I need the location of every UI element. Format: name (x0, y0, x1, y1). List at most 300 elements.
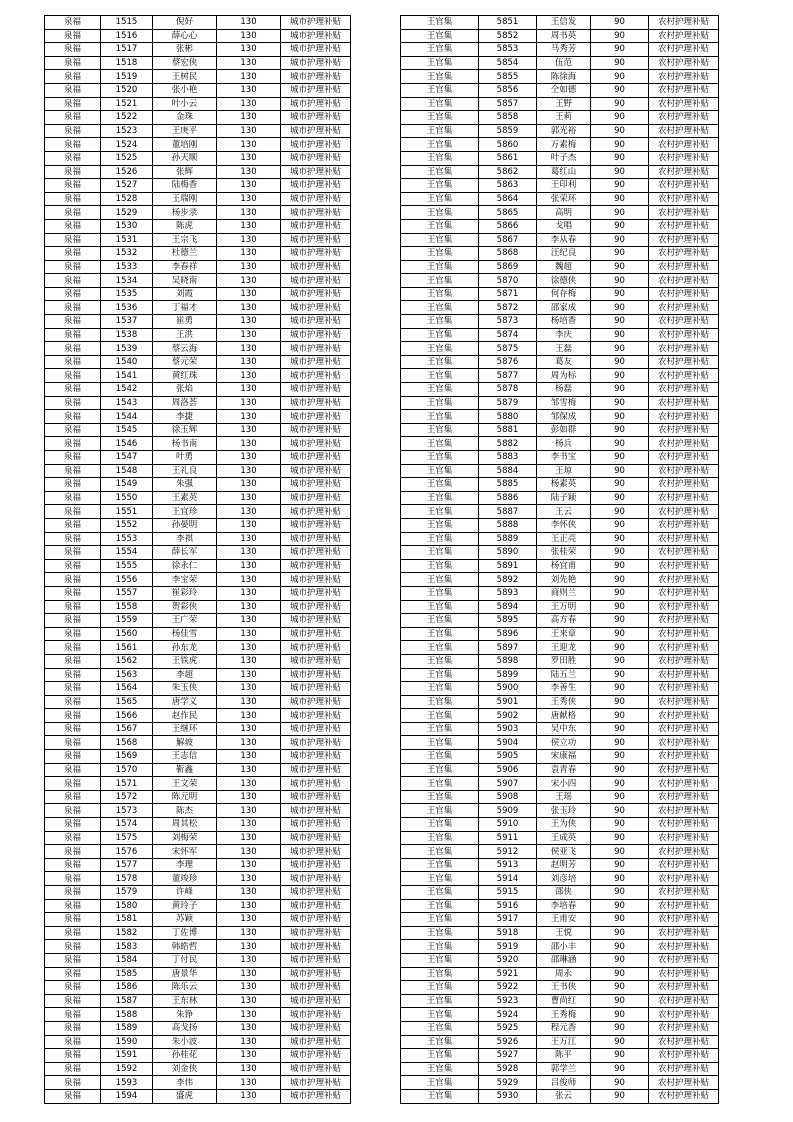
name-cell: 王庚平 (153, 124, 217, 138)
serial-number-cell: 5856 (479, 83, 537, 97)
table-row (401, 953, 719, 967)
table-row (401, 1076, 719, 1090)
subsidy-type-cell: 城市护理补贴 (281, 491, 351, 505)
amount-cell: 90 (591, 287, 649, 301)
subsidy-type-cell: 农村护理补贴 (649, 301, 719, 315)
town-cell: 泉福 (45, 750, 101, 764)
serial-number-cell: 1558 (101, 600, 153, 614)
name-cell: 彭如群 (537, 423, 591, 437)
town-cell: 王官集 (401, 383, 479, 397)
amount-cell: 130 (217, 179, 281, 193)
subsidy-type-cell: 农村护理补贴 (649, 627, 719, 641)
serial-number-cell: 5894 (479, 600, 537, 614)
town-cell: 泉福 (45, 70, 101, 84)
town-cell: 泉福 (45, 505, 101, 519)
serial-number-cell: 5923 (479, 994, 537, 1008)
amount-cell: 90 (591, 124, 649, 138)
town-cell: 王官集 (401, 926, 479, 940)
table-row (45, 967, 351, 981)
amount-cell: 130 (217, 206, 281, 220)
table-row (45, 383, 351, 397)
name-cell: 王云 (537, 505, 591, 519)
town-cell: 泉福 (45, 546, 101, 560)
amount-cell: 90 (591, 858, 649, 872)
table-row (45, 600, 351, 614)
subsidy-type-cell: 城市护理补贴 (281, 1076, 351, 1090)
town-cell: 泉福 (45, 206, 101, 220)
town-cell: 王官集 (401, 464, 479, 478)
serial-number-cell: 5911 (479, 831, 537, 845)
serial-number-cell: 1591 (101, 1049, 153, 1063)
subsidy-type-cell: 农村护理补贴 (649, 1035, 719, 1049)
amount-cell: 90 (591, 328, 649, 342)
town-cell: 泉福 (45, 97, 101, 111)
subsidy-type-cell: 城市护理补贴 (281, 546, 351, 560)
subsidy-type-cell: 农村护理补贴 (649, 1076, 719, 1090)
serial-number-cell: 5872 (479, 301, 537, 315)
town-cell: 泉福 (45, 709, 101, 723)
table-row (401, 967, 719, 981)
table-row (401, 573, 719, 587)
subsidy-type-cell: 城市护理补贴 (281, 682, 351, 696)
table-row (401, 654, 719, 668)
table-row (401, 437, 719, 451)
table-row (401, 804, 719, 818)
subsidy-type-cell: 城市护理补贴 (281, 926, 351, 940)
table-row (401, 668, 719, 682)
table-row (401, 70, 719, 84)
subsidy-type-cell: 农村护理补贴 (649, 478, 719, 492)
amount-cell: 90 (591, 83, 649, 97)
table-row (45, 124, 351, 138)
table-row (401, 1089, 719, 1103)
amount-cell: 90 (591, 43, 649, 57)
subsidy-type-cell: 农村护理补贴 (649, 410, 719, 424)
table-row (401, 138, 719, 152)
town-cell: 泉福 (45, 872, 101, 886)
name-cell: 赵明芳 (537, 858, 591, 872)
town-cell: 泉福 (45, 369, 101, 383)
town-cell: 王官集 (401, 532, 479, 546)
amount-cell: 90 (591, 573, 649, 587)
amount-cell: 130 (217, 56, 281, 70)
subsidy-type-cell: 城市护理补贴 (281, 315, 351, 329)
name-cell: 曹尚红 (537, 994, 591, 1008)
town-cell: 王官集 (401, 831, 479, 845)
town-cell: 泉福 (45, 301, 101, 315)
subsidy-type-cell: 农村护理补贴 (649, 967, 719, 981)
table-row (45, 165, 351, 179)
town-cell: 泉福 (45, 586, 101, 600)
serial-number-cell: 5873 (479, 315, 537, 329)
name-cell: 郭学兰 (537, 1062, 591, 1076)
amount-cell: 130 (217, 1021, 281, 1035)
subsidy-type-cell: 城市护理补贴 (281, 124, 351, 138)
town-cell: 王官集 (401, 981, 479, 995)
name-cell: 李善生 (537, 682, 591, 696)
name-cell: 王广荣 (153, 614, 217, 628)
subsidy-type-cell: 城市护理补贴 (281, 165, 351, 179)
subsidy-type-cell: 农村护理补贴 (649, 913, 719, 927)
serial-number-cell: 1531 (101, 233, 153, 247)
table-row (401, 926, 719, 940)
town-cell: 泉福 (45, 179, 101, 193)
amount-cell: 90 (591, 491, 649, 505)
table-row (45, 151, 351, 165)
subsidy-type-cell: 农村护理补贴 (649, 614, 719, 628)
table-row (45, 641, 351, 655)
amount-cell: 130 (217, 777, 281, 791)
table-row (45, 1008, 351, 1022)
name-cell: 王秀梅 (537, 1008, 591, 1022)
name-cell: 周书英 (537, 29, 591, 43)
serial-number-cell: 1563 (101, 668, 153, 682)
table-row (401, 505, 719, 519)
amount-cell: 130 (217, 151, 281, 165)
town-cell: 王官集 (401, 165, 479, 179)
amount-cell: 130 (217, 763, 281, 777)
name-cell: 袁青春 (537, 763, 591, 777)
subsidy-type-cell: 城市护理补贴 (281, 654, 351, 668)
town-cell: 王官集 (401, 43, 479, 57)
town-cell: 泉福 (45, 858, 101, 872)
name-cell: 张焰 (153, 383, 217, 397)
table-row (401, 274, 719, 288)
serial-number-cell: 1570 (101, 763, 153, 777)
amount-cell: 90 (591, 940, 649, 954)
amount-cell: 130 (217, 546, 281, 560)
table-row (45, 736, 351, 750)
amount-cell: 90 (591, 478, 649, 492)
subsidy-type-cell: 农村护理补贴 (649, 1021, 719, 1035)
table-row (45, 505, 351, 519)
name-cell: 蔡宏侠 (153, 56, 217, 70)
amount-cell: 130 (217, 804, 281, 818)
name-cell: 王文荣 (153, 777, 217, 791)
subsidy-type-cell: 城市护理补贴 (281, 981, 351, 995)
serial-number-cell: 1523 (101, 124, 153, 138)
name-cell: 何存梅 (537, 287, 591, 301)
town-cell: 王官集 (401, 124, 479, 138)
amount-cell: 130 (217, 994, 281, 1008)
town-cell: 泉福 (45, 247, 101, 261)
serial-number-cell: 1559 (101, 614, 153, 628)
name-cell: 陈虎 (153, 219, 217, 233)
subsidy-type-cell: 城市护理补贴 (281, 845, 351, 859)
amount-cell: 90 (591, 750, 649, 764)
town-cell: 泉福 (45, 559, 101, 573)
name-cell: 王正亮 (537, 532, 591, 546)
name-cell: 崔彩玲 (153, 586, 217, 600)
table-row (45, 940, 351, 954)
amount-cell: 90 (591, 97, 649, 111)
amount-cell: 130 (217, 967, 281, 981)
town-cell: 王官集 (401, 287, 479, 301)
town-cell: 泉福 (45, 355, 101, 369)
town-cell: 王官集 (401, 777, 479, 791)
subsidy-type-cell: 城市护理补贴 (281, 70, 351, 84)
name-cell: 王东林 (153, 994, 217, 1008)
serial-number-cell: 1519 (101, 70, 153, 84)
amount-cell: 130 (217, 464, 281, 478)
subsidy-type-cell: 城市护理补贴 (281, 219, 351, 233)
name-cell: 盛虎 (153, 1089, 217, 1103)
table-row (401, 491, 719, 505)
name-cell: 宋小四 (537, 777, 591, 791)
amount-cell: 90 (591, 586, 649, 600)
table-row (45, 709, 351, 723)
amount-cell: 130 (217, 247, 281, 261)
name-cell: 孙桂花 (153, 1049, 217, 1063)
amount-cell: 130 (217, 97, 281, 111)
serial-number-cell: 1548 (101, 464, 153, 478)
serial-number-cell: 5924 (479, 1008, 537, 1022)
serial-number-cell: 1571 (101, 777, 153, 791)
subsidy-type-cell: 城市护理补贴 (281, 355, 351, 369)
town-cell: 泉福 (45, 151, 101, 165)
subsidy-type-cell: 城市护理补贴 (281, 586, 351, 600)
table-row (45, 586, 351, 600)
town-cell: 泉福 (45, 491, 101, 505)
table-row (45, 1049, 351, 1063)
town-cell: 泉福 (45, 600, 101, 614)
name-cell: 蔡云海 (153, 342, 217, 356)
name-cell: 杨佳雪 (153, 627, 217, 641)
name-cell: 黄玲子 (153, 899, 217, 913)
town-cell: 泉福 (45, 437, 101, 451)
table-row (45, 206, 351, 220)
amount-cell: 90 (591, 872, 649, 886)
name-cell: 杨培香 (537, 315, 591, 329)
table-row (45, 994, 351, 1008)
table-row (401, 682, 719, 696)
subsidy-type-cell: 农村护理补贴 (649, 396, 719, 410)
table-row (45, 70, 351, 84)
amount-cell: 130 (217, 722, 281, 736)
subsidy-type-cell: 城市护理补贴 (281, 953, 351, 967)
town-cell: 泉福 (45, 682, 101, 696)
subsidy-type-cell: 城市护理补贴 (281, 1008, 351, 1022)
name-cell: 崔勇 (153, 315, 217, 329)
amount-cell: 90 (591, 967, 649, 981)
town-cell: 泉福 (45, 913, 101, 927)
serial-number-cell: 5881 (479, 423, 537, 437)
town-cell: 泉福 (45, 1062, 101, 1076)
table-row (45, 518, 351, 532)
town-cell: 泉福 (45, 1021, 101, 1035)
serial-number-cell: 5904 (479, 736, 537, 750)
amount-cell: 130 (217, 83, 281, 97)
name-cell: 李怀侠 (537, 518, 591, 532)
amount-cell: 130 (217, 818, 281, 832)
name-cell: 王信发 (537, 16, 591, 30)
subsidy-type-cell: 农村护理补贴 (649, 138, 719, 152)
amount-cell: 90 (591, 274, 649, 288)
town-cell: 王官集 (401, 573, 479, 587)
amount-cell: 90 (591, 818, 649, 832)
name-cell: 杨兵 (537, 437, 591, 451)
subsidy-type-cell: 农村护理补贴 (649, 287, 719, 301)
serial-number-cell: 5860 (479, 138, 537, 152)
table-row (45, 722, 351, 736)
serial-number-cell: 5866 (479, 219, 537, 233)
subsidy-type-cell: 城市护理补贴 (281, 1021, 351, 1035)
amount-cell: 90 (591, 899, 649, 913)
name-cell: 周其松 (153, 818, 217, 832)
subsidy-type-cell: 农村护理补贴 (649, 97, 719, 111)
amount-cell: 130 (217, 369, 281, 383)
table-row (401, 478, 719, 492)
serial-number-cell: 1572 (101, 790, 153, 804)
amount-cell: 90 (591, 654, 649, 668)
serial-number-cell: 1561 (101, 641, 153, 655)
amount-cell: 130 (217, 111, 281, 125)
table-row (45, 668, 351, 682)
table-row (401, 886, 719, 900)
town-cell: 王官集 (401, 97, 479, 111)
name-cell: 徐玉辉 (153, 423, 217, 437)
table-row (45, 777, 351, 791)
serial-number-cell: 1527 (101, 179, 153, 193)
amount-cell: 90 (591, 1008, 649, 1022)
name-cell: 李超 (153, 668, 217, 682)
town-cell: 王官集 (401, 763, 479, 777)
subsidy-type-cell: 农村护理补贴 (649, 437, 719, 451)
amount-cell: 90 (591, 315, 649, 329)
table-row (45, 192, 351, 206)
amount-cell: 90 (591, 138, 649, 152)
serial-number-cell: 1515 (101, 16, 153, 30)
name-cell: 朱铮 (153, 1008, 217, 1022)
town-cell: 王官集 (401, 301, 479, 315)
table-row (45, 111, 351, 125)
amount-cell: 130 (217, 192, 281, 206)
town-cell: 王官集 (401, 451, 479, 465)
town-cell: 王官集 (401, 818, 479, 832)
town-cell: 泉福 (45, 614, 101, 628)
subsidy-type-cell: 农村护理补贴 (649, 818, 719, 832)
serial-number-cell: 1593 (101, 1076, 153, 1090)
subsidy-type-cell: 农村护理补贴 (649, 206, 719, 220)
town-cell: 王官集 (401, 994, 479, 1008)
table-row (401, 858, 719, 872)
subsidy-type-cell: 农村护理补贴 (649, 1008, 719, 1022)
serial-number-cell: 1581 (101, 913, 153, 927)
serial-number-cell: 1560 (101, 627, 153, 641)
town-cell: 王官集 (401, 151, 479, 165)
table-row (45, 287, 351, 301)
amount-cell: 90 (591, 913, 649, 927)
town-cell: 泉福 (45, 641, 101, 655)
name-cell: 张荣环 (537, 192, 591, 206)
town-cell: 王官集 (401, 274, 479, 288)
subsidy-type-cell: 农村护理补贴 (649, 804, 719, 818)
amount-cell: 90 (591, 342, 649, 356)
serial-number-cell: 1532 (101, 247, 153, 261)
amount-cell: 130 (217, 355, 281, 369)
name-cell: 王印利 (537, 179, 591, 193)
name-cell: 宋康福 (537, 750, 591, 764)
town-cell: 王官集 (401, 410, 479, 424)
name-cell: 徐永仁 (153, 559, 217, 573)
name-cell: 万素梅 (537, 138, 591, 152)
amount-cell: 90 (591, 165, 649, 179)
name-cell: 周为标 (537, 369, 591, 383)
name-cell: 王素英 (153, 491, 217, 505)
amount-cell: 90 (591, 1089, 649, 1103)
serial-number-cell: 5914 (479, 872, 537, 886)
table-row (45, 627, 351, 641)
name-cell: 陈元明 (153, 790, 217, 804)
subsidy-type-cell: 农村护理补贴 (649, 641, 719, 655)
amount-cell: 130 (217, 790, 281, 804)
serial-number-cell: 5909 (479, 804, 537, 818)
name-cell: 徐德侠 (537, 274, 591, 288)
subsidy-type-cell: 农村护理补贴 (649, 940, 719, 954)
serial-number-cell: 5864 (479, 192, 537, 206)
subsidy-type-cell: 城市护理补贴 (281, 342, 351, 356)
name-cell: 唐学义 (153, 695, 217, 709)
table-row (401, 165, 719, 179)
town-cell: 王官集 (401, 138, 479, 152)
subsidy-type-cell: 城市护理补贴 (281, 1035, 351, 1049)
town-cell: 王官集 (401, 355, 479, 369)
serial-number-cell: 5878 (479, 383, 537, 397)
subsidy-type-cell: 城市护理补贴 (281, 478, 351, 492)
serial-number-cell: 1539 (101, 342, 153, 356)
name-cell: 解坡 (153, 736, 217, 750)
subsidy-type-cell: 农村护理补贴 (649, 750, 719, 764)
name-cell: 王树民 (153, 70, 217, 84)
left-table-body (45, 16, 351, 1104)
serial-number-cell: 1589 (101, 1021, 153, 1035)
serial-number-cell: 1590 (101, 1035, 153, 1049)
serial-number-cell: 5874 (479, 328, 537, 342)
town-cell: 王官集 (401, 1062, 479, 1076)
table-row (45, 464, 351, 478)
subsidy-type-cell: 农村护理补贴 (649, 695, 719, 709)
town-cell: 王官集 (401, 70, 479, 84)
name-cell: 赵作民 (153, 709, 217, 723)
town-cell: 泉福 (45, 423, 101, 437)
town-cell: 王官集 (401, 627, 479, 641)
table-row (401, 790, 719, 804)
name-cell: 丁福才 (153, 301, 217, 315)
table-row (401, 83, 719, 97)
subsidy-type-cell: 农村护理补贴 (649, 151, 719, 165)
table-row (401, 464, 719, 478)
town-cell: 王官集 (401, 790, 479, 804)
name-cell: 刘彦培 (537, 872, 591, 886)
subsidy-type-cell: 城市护理补贴 (281, 641, 351, 655)
subsidy-type-cell: 农村护理补贴 (649, 247, 719, 261)
amount-cell: 130 (217, 165, 281, 179)
amount-cell: 130 (217, 913, 281, 927)
name-cell: 黄红珠 (153, 369, 217, 383)
serial-number-cell: 5884 (479, 464, 537, 478)
subsidy-type-cell: 城市护理补贴 (281, 396, 351, 410)
town-cell: 泉福 (45, 464, 101, 478)
name-cell: 马秀芳 (537, 43, 591, 57)
subsidy-type-cell: 城市护理补贴 (281, 1049, 351, 1063)
subsidy-type-cell: 农村护理补贴 (649, 953, 719, 967)
subsidy-type-cell: 农村护理补贴 (649, 600, 719, 614)
amount-cell: 130 (217, 750, 281, 764)
serial-number-cell: 5891 (479, 559, 537, 573)
serial-number-cell: 1542 (101, 383, 153, 397)
serial-number-cell: 1565 (101, 695, 153, 709)
name-cell: 王继环 (153, 722, 217, 736)
